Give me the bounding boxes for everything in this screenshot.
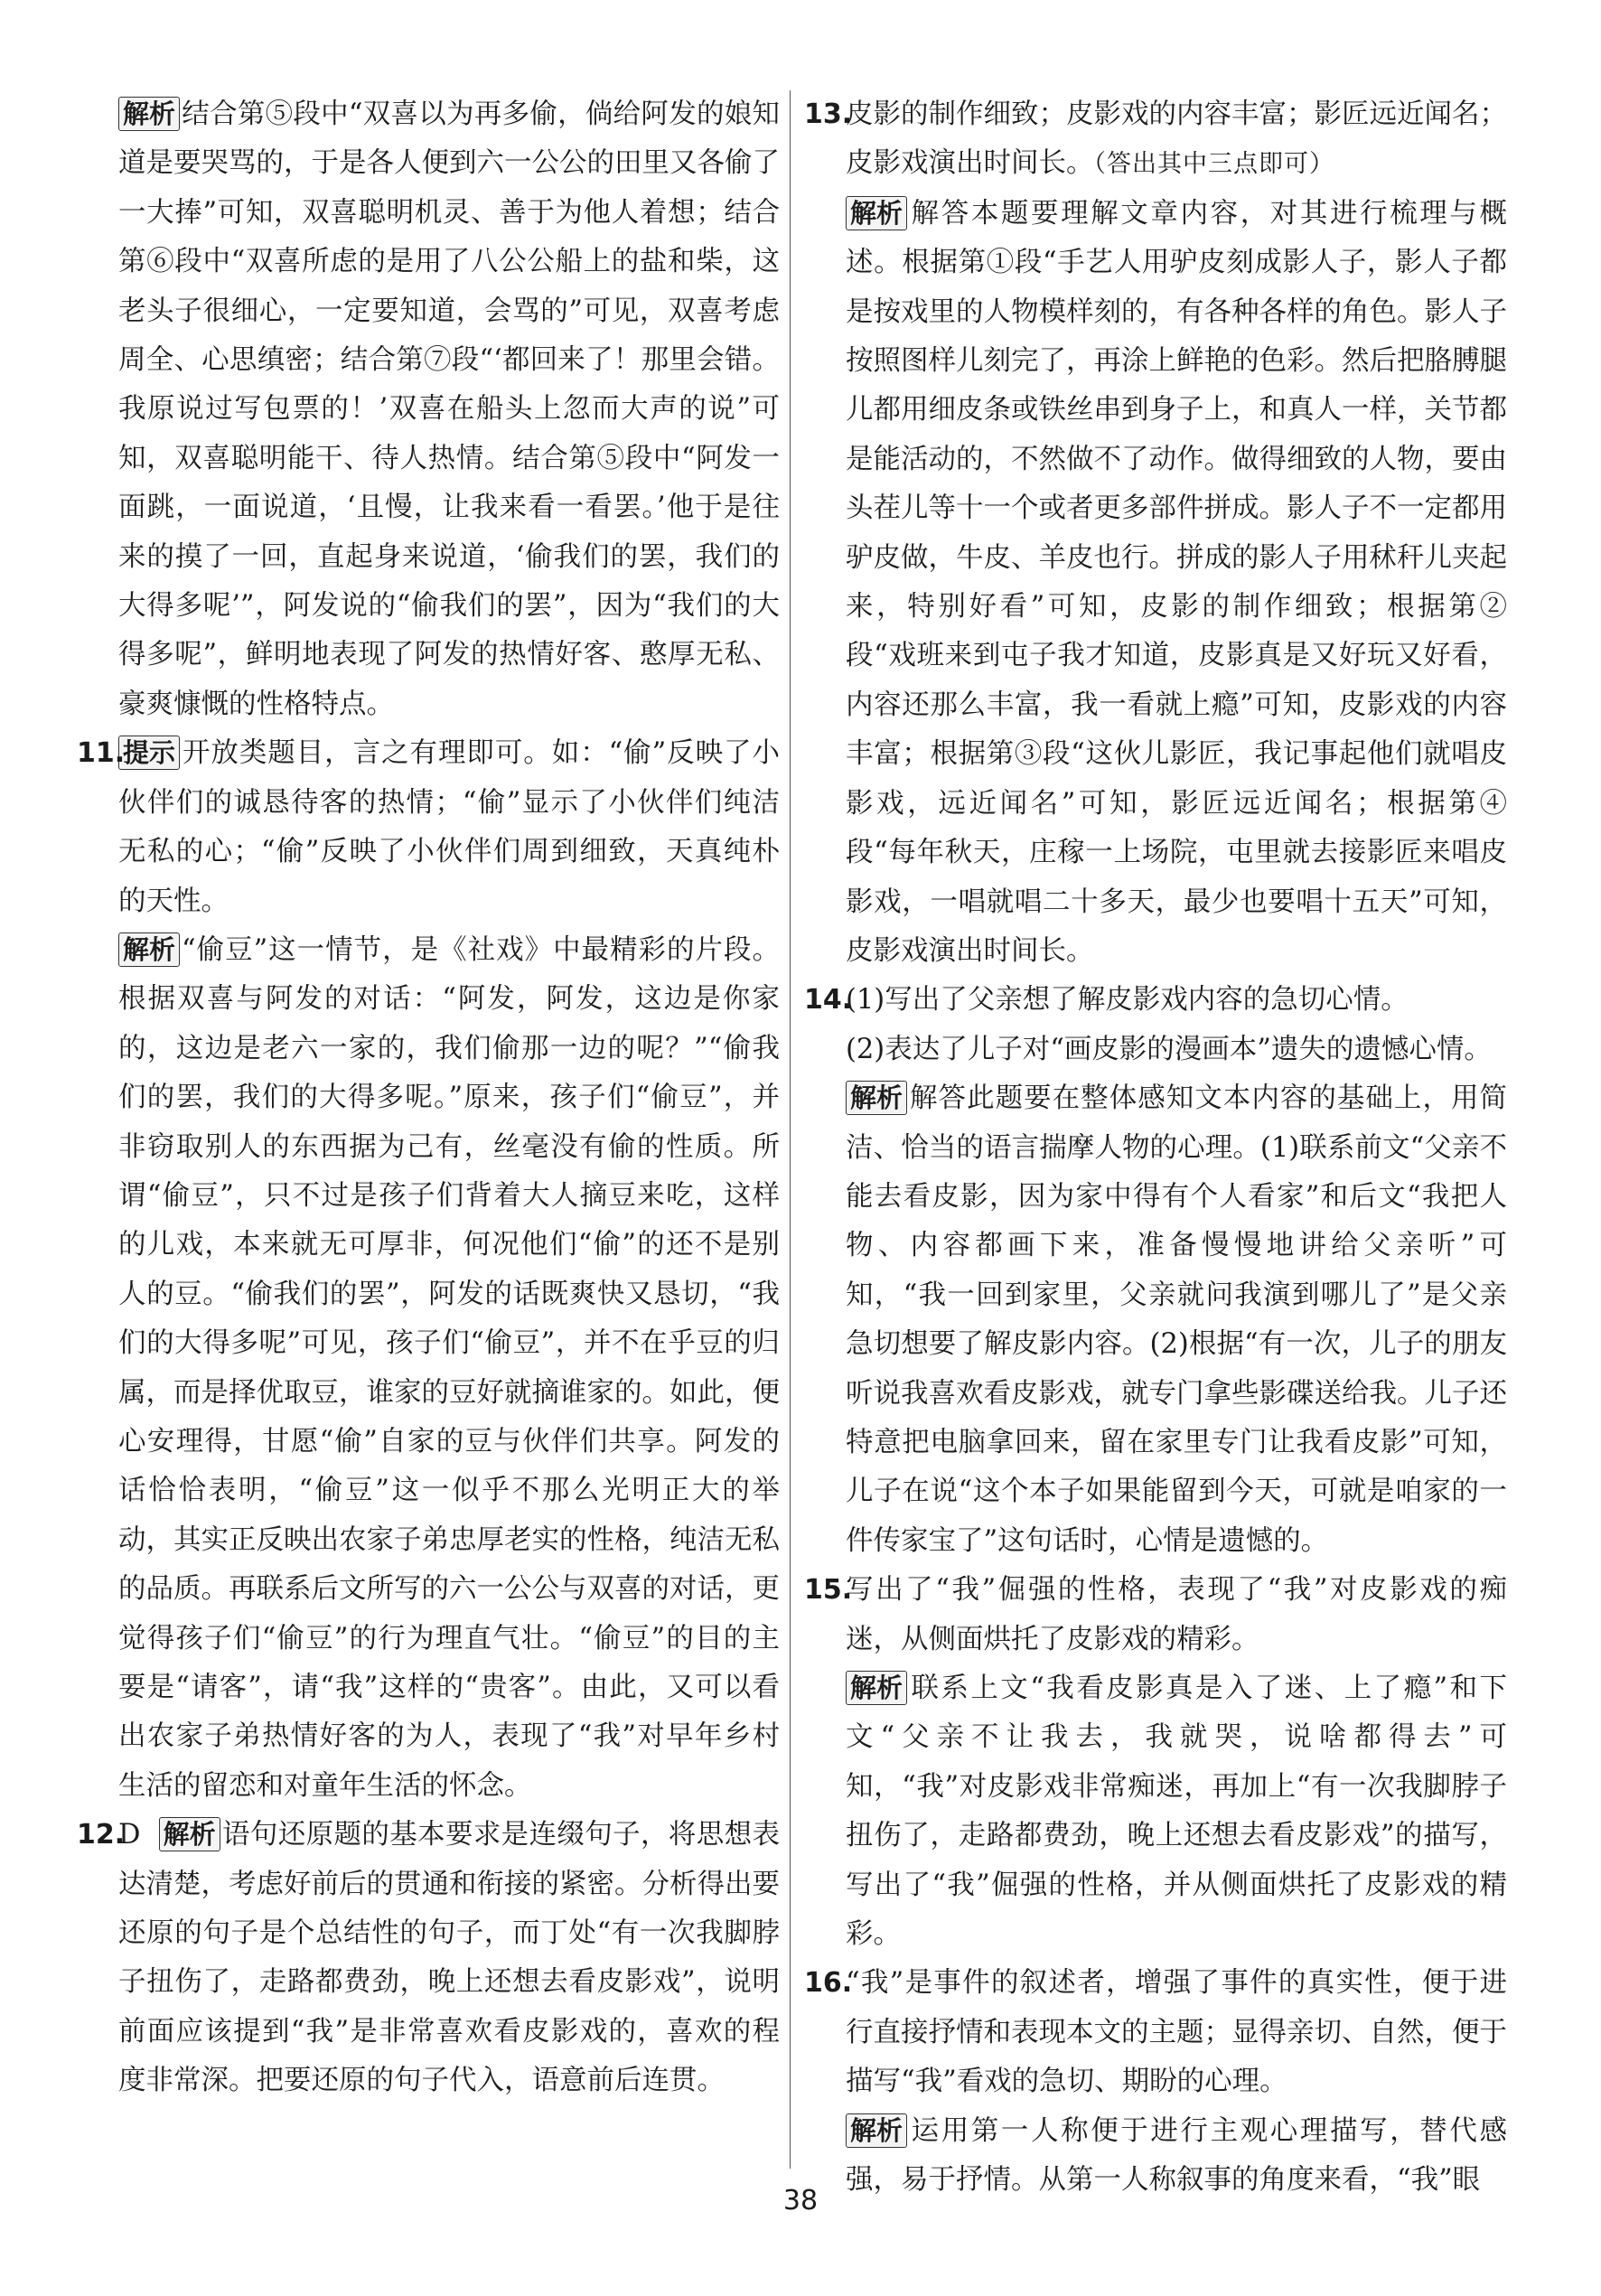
question-number: 15. [804,1574,853,1607]
answer-text: D [118,1819,141,1851]
question-14 [804,976,1507,1566]
hint-label: 提示 [118,736,180,770]
question-number: 16. [804,1967,853,2000]
hint-text: 开放类题目，言之有理即可。如：“偷”反映了小伙伴们的诚恳待客的热情；“偷”显示了小伙伴们纯洁无私的心；“偷”反映了小伙伴们周到细致，天真纯朴的天性。 [118,737,780,917]
analysis-label: 解析 [846,196,907,230]
analysis-text: 解答此题要在整体感知文本内容的基础上，用简洁、恰当的语言揣摩人物的心理。(1)联系前文“父亲不能去看皮影，因为家中得有个人看家”和后文“我把人物、内容都画下来，准备慢慢地讲给父亲听”可知，“我一回到家里，父亲就问我演到哪儿了”是父亲急切想要了解皮影内容。(2)根据“有一次，儿子的朋友听说我喜欢看皮影戏，就专门拿些影碟送给我。儿子还特意把电脑拿回来，留在家里专门让我看皮影”可知，儿子在说“这个本子如果能留到今天，可就是咱家的一件传家宝了”这句话时，心情是遗憾的。 [846,1082,1507,1557]
analysis-text: 语句还原题的基本要求是连缀句子，将思想表达清楚，考虑好前后的贯通和衔接的紧密。分析得出要还原的句子是个总结性的句子，而丁处“有一次我脚脖子扭伤了，走路都费劲，晚上还想去看皮影戏”，说明前面应该提到“我”是非常喜欢看皮影戏的，喜欢的程度非常深。把要还原的句子代入，语意前后连贯。 [118,1819,781,2097]
question-13 [804,90,1507,976]
analysis-text: 结合第⑤段中“双喜以为再多偷，倘给阿发的娘知道是要哭骂的，于是各人便到六一公公的田里又各偷了一大捧”可知，双喜聪明机灵、善于为他人着想；结合第⑥段中“双喜所虑的是用了八公公船上的盐和柴，这老头子很细心，一定要知道，会骂的”可见，双喜考虑周全、心思缜密；结合第⑦段“‘都回来了！那里会错。我原说过写包票的！’双喜在船头上忽而大声的说”可知，双喜聪明能干、待人热情。结合第⑤段中“阿发一面跳，一面说道，‘且慢，让我来看一看罢。’他于是往来的摸了一回，直起身来说道，‘偷我们的罢，我们的大得多呢’”，阿发说的“偷我们的罢”，因为“我们的大得多呢”，鲜明地表现了阿发的热情好客、憨厚无私、豪爽慷慨的性格特点。 [118,98,780,720]
analysis-text: 运用第一人称便于进行主观心理描写，替代感强，易于抒情。从第一人称叙事的角度来看，“我”眼 [846,2114,1507,2197]
question-16 [804,1959,1507,2205]
q10-analysis-continued [77,90,780,729]
answer-text: 皮影的制作细致；皮影戏的内容丰富；影匠远近闻名；皮影戏演出时间长。 [846,98,1507,180]
answer-note: （答出其中三点即可） [1093,150,1334,179]
question-11 [77,729,780,1811]
answer-text: “我”是事件的叙述者，增强了事件的真实性，便于进行直接抒情和表现本文的主题；显得亲切、自然，便于描写“我”看戏的急切、期盼的心理。 [846,1967,1507,2098]
answer-part-2: (2)表达了儿子对“画皮影的漫画本”遗失的遗憾心情。 [846,1033,1492,1065]
question-number: 11. [77,737,126,770]
analysis-text: 联系上文“我看皮影真是入了迷、上了瘾”和下文“父亲不让我去，我就哭，说啥都得去”可知，“我”对皮影戏非常痴迷，再加上“有一次我脚脖子扭伤了，走路都费劲，晚上还想去看皮影戏”的描写，写出了“我”倔强的性格，并从侧面烘托了皮影戏的精彩。 [846,1673,1507,1951]
analysis-text: “偷豆”这一情节，是《社戏》中最精彩的片段。根据双喜与阿发的对话：“阿发，阿发，这边是你家的，这边是老六一家的，我们偷那一边的呢？”“偷我们的罢，我们的大得多呢。”原来，孩子们“偷豆”，并非窃取别人的东西据为己有，丝毫没有偷的性质。所谓“偷豆”，只不过是孩子们背着大人摘豆来吃，这样的儿戏，本来就无可厚非，何况他们“偷”的还不是别人的豆。“偷我们的罢”，阿发的话既爽快又恳切，“我们的大得多呢”可见，孩子们“偷豆”，并不在乎豆的归属，而是择优取豆，谁家的豆好就摘谁家的。如此，便心安理得，甘愿“偷”自家的豆与伙伴们共享。阿发的话恰恰表明，“偷豆”这一似乎不那么光明正大的举动，其实正反映出农家子弟忠厚老实的性格，纯洁无私的品质。再联系后文所写的六一公公与双喜的对话，更觉得孩子们“偷豆”的行为理直气壮。“偷豆”的目的主要是“请客”，请“我”这样的“贵客”。由此，又可以看出农家子弟热情好客的为人，表现了“我”对早年乡村生活的留恋和对童年生活的怀念。 [118,933,780,1802]
analysis-label: 解析 [846,2113,907,2148]
question-15 [804,1566,1507,1959]
left-column [77,90,780,2106]
analysis-label: 解析 [159,1817,220,1851]
answer-part-1: (1)写出了父亲想了解皮影戏内容的急切心情。 [846,984,1409,1017]
right-column [804,90,1507,2205]
analysis-text: 解答本题要理解文章内容，对其进行梳理与概述。根据第①段“手艺人用驴皮刻成影人子，影人子都是按戏里的人物模样刻的，有各种各样的角色。影人子按照图样儿刻完了，再涂上鲜艳的色彩。然后把胳膊腿儿都用细皮条或铁丝串到身子上，和真人一样，关节都是能活动的，不然做不了动作。做得细致的人物，要由头茬儿等十一个或者更多部件拼成。影人子不一定都用驴皮做，牛皮、羊皮也行。拼成的影人子用秫秆儿夹起来，特别好看”可知，皮影的制作细致；根据第②段“戏班来到屯子我才知道，皮影真是又好玩又好看，内容还那么丰富，我一看就上瘾”可知，皮影戏的内容丰富；根据第③段“这伙儿影匠，我记事起他们就唱皮影戏，远近闻名”可知，影匠远近闻名；根据第④段“每年秋天，庄稼一上场院，屯里就去接影匠来唱皮影戏，一唱就唱二十多天，最少也要唱十五天”可知，皮影戏演出时间长。 [846,197,1507,967]
question-12 [77,1811,780,2105]
question-number: 14. [804,984,853,1017]
analysis-label: 解析 [118,932,180,967]
analysis-label: 解析 [118,97,180,131]
column-divider [790,90,791,2169]
analysis-label: 解析 [846,1671,907,1705]
question-number: 12. [77,1819,126,1851]
answer-text: 写出了“我”倔强的性格，表现了“我”对皮影戏的痴迷，从侧面烘托了皮影戏的精彩。 [846,1574,1507,1655]
question-number: 13. [804,98,853,130]
analysis-label: 解析 [846,1081,907,1115]
page-number: 38 [782,2185,819,2216]
